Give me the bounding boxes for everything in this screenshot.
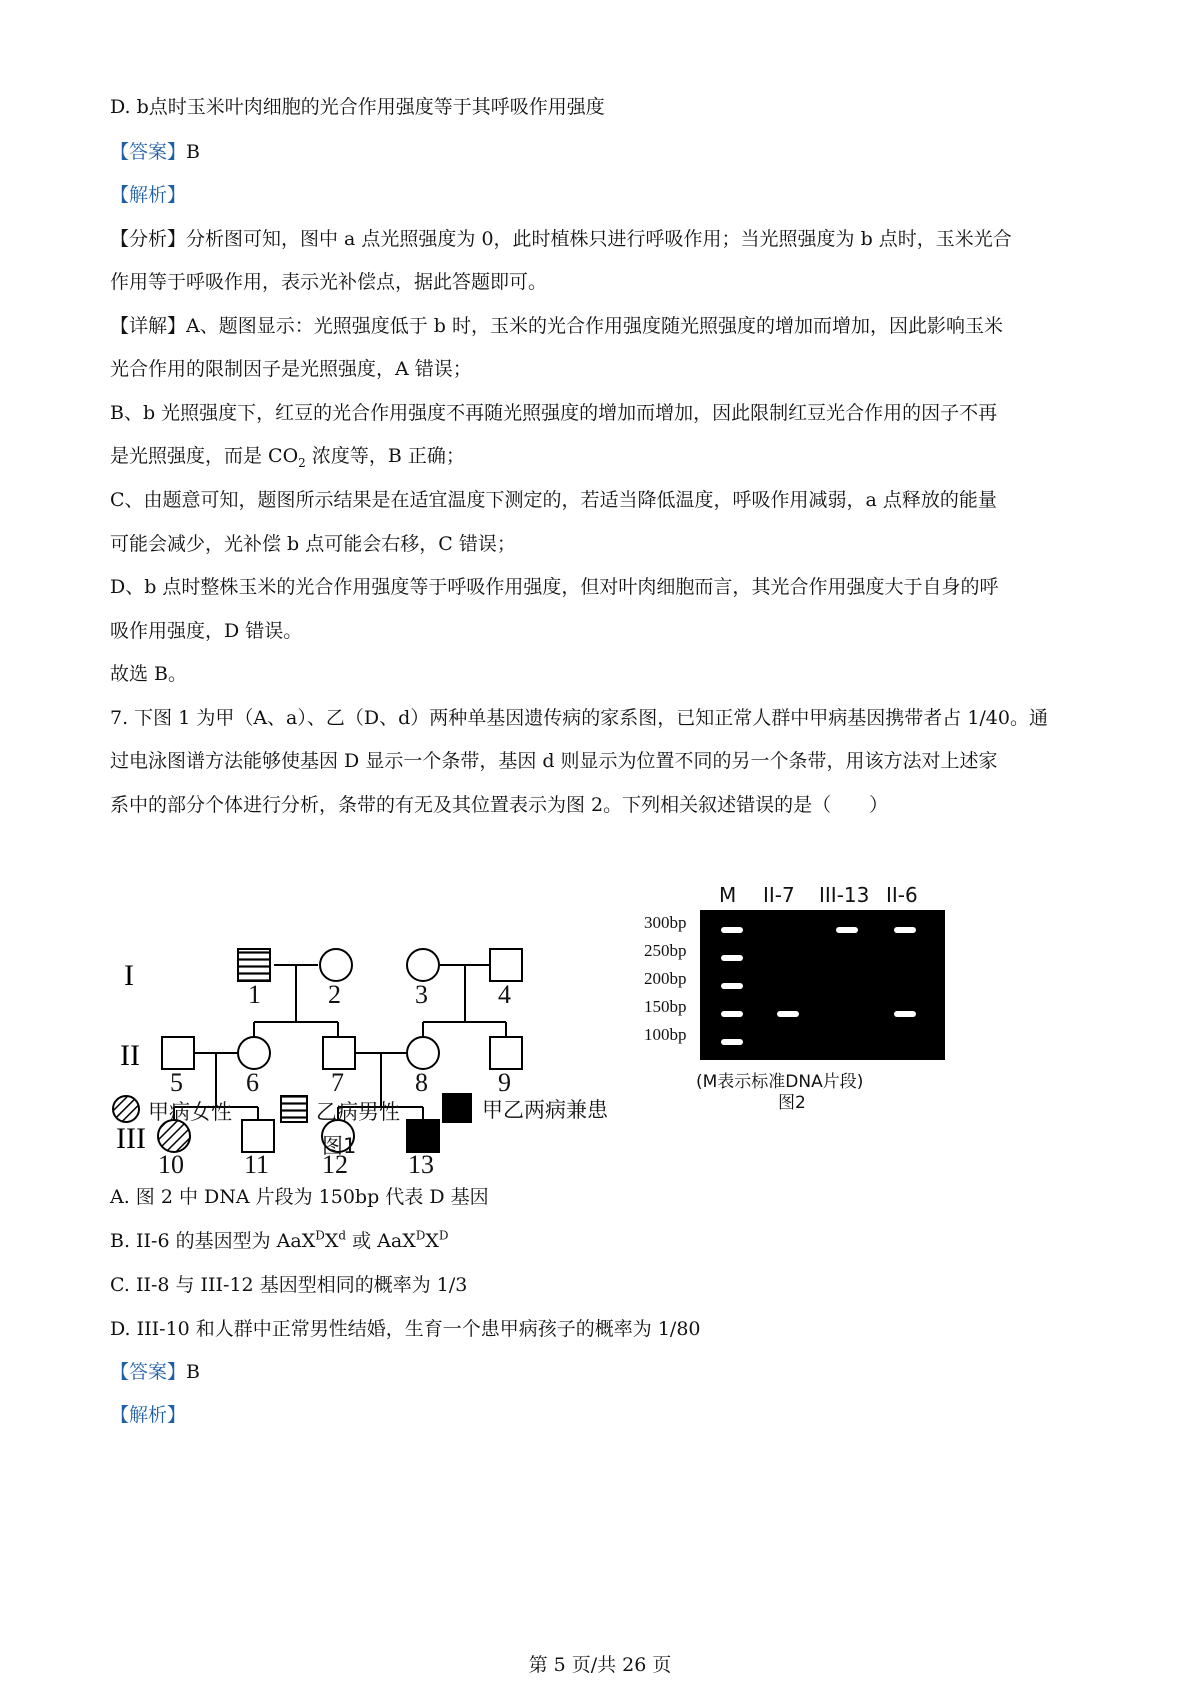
- detail-c-1: C、由题意可知，题图所示结果是在适宜温度下测定的，若适当降低温度，呼吸作用减弱，a 点释放的能量: [110, 489, 997, 511]
- gel-band: [721, 1011, 743, 1017]
- gel-band: [777, 1011, 799, 1017]
- generation-label-I: I: [124, 959, 134, 992]
- gel-band: [836, 927, 858, 933]
- hatched-circle-icon: [110, 1093, 142, 1125]
- detail-a-2: 光合作用的限制因子是光照强度，A 错误；: [110, 358, 472, 380]
- filled-square-icon: [440, 1091, 474, 1125]
- lane-label-M: M: [719, 883, 737, 907]
- gel-note: (M表示标准DNA片段): [696, 1072, 864, 1092]
- answer-line-1: 【答案】B: [110, 141, 200, 163]
- question-7-line-2: 过电泳图谱方法能够使基因 D 显示一个条带，基因 d 则显示为位置不同的另一个条带，用该方法对上述家: [110, 750, 998, 772]
- conclusion-1: 故选 B。: [110, 663, 188, 685]
- option-c: C. II-8 与 III-12 基因型相同的概率为 1/3: [110, 1274, 468, 1296]
- generation-label-III: III: [116, 1122, 146, 1155]
- gel-band: [894, 927, 916, 933]
- question-7-line-3: 系中的部分个体进行分析，条带的有无及其位置表示为图 2。下列相关叙述错误的是（ ）: [110, 794, 889, 816]
- label-11: 11: [244, 1150, 270, 1179]
- detail-d-1: D、b 点时整株玉米的光合作用强度等于呼吸作用强度，但对叶肉细胞而言，其光合作用强度大于自身的呼: [110, 576, 999, 598]
- question-7-line-1: 7. 下图 1 为甲（A、a）、乙（D、d）两种单基因遗传病的家系图，已知正常人群中甲病基因携带者占 1/40。通: [110, 707, 1048, 729]
- legend-yi-male: 乙病男性: [316, 1100, 400, 1124]
- figure-1-caption: 图1: [322, 1134, 357, 1158]
- label-5: 5: [170, 1068, 183, 1097]
- striped-square-icon: [278, 1093, 310, 1125]
- size-100bp: 100bp: [644, 1025, 687, 1044]
- option-d-prev: D. b点时玉米叶肉细胞的光合作用强度等于其呼吸作用强度: [110, 96, 605, 118]
- label-12: 12: [322, 1150, 348, 1179]
- lane-label-II-6: II-6: [886, 883, 918, 907]
- option-d: D. III-10 和人群中正常男性结婚，生育一个患甲病孩子的概率为 1/80: [110, 1318, 701, 1340]
- detail-b-1: B、b 光照强度下，红豆的光合作用强度不再随光照强度的增加而增加，因此限制红豆光合作用的因子不再: [110, 402, 998, 424]
- gel-figure: [644, 883, 960, 1180]
- answer-line-2: 【答案】B: [110, 1361, 200, 1383]
- generation-label-II: II: [120, 1039, 140, 1072]
- figure-2-caption: 图2: [778, 1093, 806, 1113]
- legend-both: 甲乙两病兼患: [482, 1098, 608, 1122]
- gel-band: [721, 955, 743, 961]
- label-4: 4: [498, 980, 511, 1009]
- analysis-header-1: 【解析】: [110, 184, 187, 206]
- label-9: 9: [498, 1068, 511, 1097]
- page-footer: 第 5 页/共 26 页: [528, 1654, 672, 1676]
- label-8: 8: [415, 1068, 428, 1097]
- label-7: 7: [331, 1068, 344, 1097]
- option-a: A. 图 2 中 DNA 片段为 150bp 代表 D 基因: [110, 1186, 489, 1208]
- gel-band: [721, 1039, 743, 1045]
- size-250bp: 250bp: [644, 941, 687, 960]
- gel-band: [721, 983, 743, 989]
- option-b: B. II-6 的基因型为 $AaX^DX^d$ 或 $AaX^DX^D$: [110, 1228, 449, 1252]
- detail-c-2: 可能会减少，光补偿 b 点可能会右移，C 错误；: [110, 533, 516, 555]
- gel-image: [700, 910, 945, 1060]
- detail-d-2: 吸作用强度，D 错误。: [110, 620, 303, 642]
- gel-band: [721, 927, 743, 933]
- label-3: 3: [415, 980, 428, 1009]
- legend-jia-female: 甲病女性: [148, 1100, 232, 1124]
- lane-label-II-7: II-7: [763, 883, 795, 907]
- label-1: 1: [248, 980, 261, 1009]
- size-200bp: 200bp: [644, 969, 687, 988]
- size-150bp: 150bp: [644, 997, 687, 1016]
- label-2: 2: [328, 980, 341, 1009]
- fenxi-line-2: 作用等于呼吸作用，表示光补偿点，据此答题即可。: [110, 271, 548, 293]
- detail-b-2: 是光照强度，而是 $CO_2$ 浓度等，B 正确；: [110, 445, 465, 470]
- detail-a-1: 【详解】A、题图显示：光照强度低于 b 时，玉米的光合作用强度随光照强度的增加而增加，因此影响玉米: [110, 315, 1003, 337]
- label-6: 6: [246, 1068, 259, 1097]
- label-10: 10: [158, 1150, 184, 1179]
- lane-label-III-13: III-13: [819, 883, 870, 907]
- gel-band: [894, 1011, 916, 1017]
- fenxi-line-1: 【分析】分析图可知，图中 a 点光照强度为 0，此时植株只进行呼吸作用；当光照强度为 b 点时，玉米光合: [110, 228, 1012, 250]
- analysis-header-2: 【解析】: [110, 1404, 187, 1426]
- label-13: 13: [408, 1150, 434, 1179]
- size-300bp: 300bp: [644, 913, 687, 932]
- pedigree-legend: [110, 1088, 650, 1168]
